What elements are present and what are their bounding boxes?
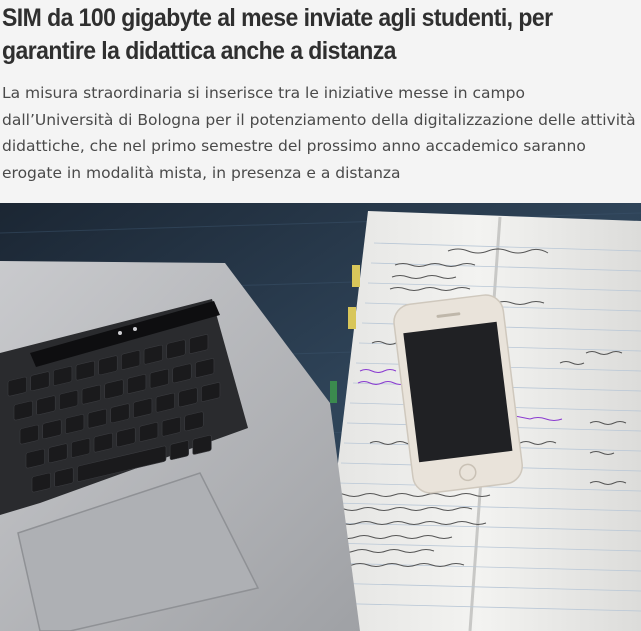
touchbar-indicator <box>133 327 137 331</box>
article-photo[interactable] <box>0 203 641 631</box>
desk-photo-illustration <box>0 203 641 631</box>
sticky-tab-yellow-1 <box>352 265 360 287</box>
sticky-tab-green <box>330 381 337 403</box>
smartphone <box>392 293 524 495</box>
touchbar-indicator <box>118 331 122 335</box>
sticky-tab-yellow-2 <box>348 307 356 329</box>
phone-screen <box>403 322 512 462</box>
article-headline[interactable]: SIM da 100 gigabyte al mese inviate agli studenti, per garantire la didattica anche a distanza <box>2 4 553 65</box>
article-subtitle: La misura straordinaria si inserisce tra le iniziative messe in campo dall’Università di Bologna per il potenziamento della digitalizzazione delle attività didattiche, che nel primo semestre del prossimo anno accademico saranno erogate in modalità mista, in presenza e a distanza <box>2 84 636 182</box>
